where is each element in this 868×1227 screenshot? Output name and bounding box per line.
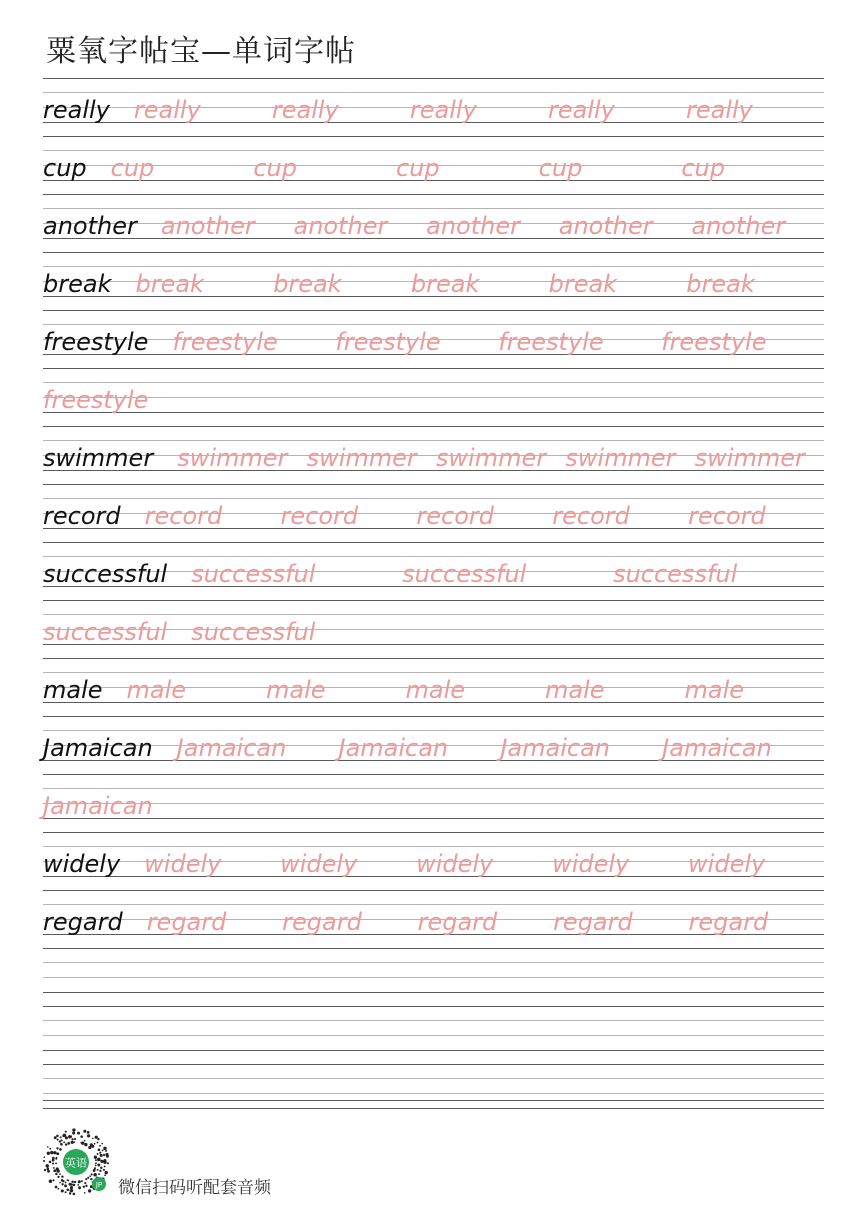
page-title: 粟氧字帖宝—单词字帖 (46, 34, 356, 69)
trace-word: really (685, 96, 753, 124)
word-row (43, 832, 824, 890)
writing-band (43, 1006, 824, 1064)
word-row (43, 136, 824, 194)
trace-word: cup (681, 154, 725, 182)
trace-word: another (160, 212, 255, 240)
practice-sheet (43, 0, 824, 1227)
trace-word: Jamaican (662, 734, 772, 762)
trace-word: widely (280, 850, 358, 878)
main-word: cup (43, 154, 87, 182)
trace-word: really (271, 96, 339, 124)
trace-word: freestyle (661, 328, 767, 356)
trace-word: freestyle (498, 328, 604, 356)
guide-line (43, 1006, 824, 1007)
word-row-continued (43, 600, 824, 658)
trace-word: swimmer (694, 444, 805, 472)
trace-word: really (133, 96, 201, 124)
word-row (43, 78, 824, 136)
qr-corner-label: JP (95, 1181, 103, 1189)
trace-word: swimmer (565, 444, 676, 472)
trace-word: regard (553, 908, 633, 936)
trace-word: Jamaican (338, 734, 449, 762)
guide-line (43, 948, 824, 949)
trace-word: really (409, 96, 477, 124)
main-word: break (43, 270, 112, 298)
trace-word: freestyle (335, 328, 441, 356)
trace-word: record (416, 502, 494, 530)
trace-word: break (135, 270, 204, 298)
guide-line (43, 992, 824, 993)
trace-word: male (684, 676, 745, 704)
trace-word: successful (43, 618, 168, 646)
trace-word: another (558, 212, 653, 240)
trace-word: swimmer (306, 444, 417, 472)
trace-word: really (547, 96, 615, 124)
guide-line (43, 1020, 824, 1021)
closing-line (43, 1100, 824, 1101)
guide-line (43, 977, 824, 978)
trace-word: widely (144, 850, 222, 878)
word-row (43, 194, 824, 252)
main-word: widely (43, 850, 121, 878)
trace-word: another (426, 212, 520, 240)
main-word: successful (43, 560, 168, 588)
word-row (43, 890, 824, 948)
trace-word: record (552, 502, 630, 530)
guide-line (43, 1050, 824, 1051)
trace-word: successful (402, 560, 527, 588)
main-word: swimmer (43, 444, 154, 472)
trace-word: widely (552, 850, 630, 878)
guide-line (43, 1093, 824, 1094)
guide-line (43, 1078, 824, 1079)
guide-line (43, 962, 824, 963)
trace-word: regard (146, 908, 227, 936)
word-row (43, 658, 824, 716)
word-row (43, 716, 824, 774)
trace-word: Jamaican (176, 734, 287, 762)
main-word: freestyle (43, 328, 149, 356)
trace-word: record (280, 502, 359, 530)
word-row (43, 484, 824, 542)
trace-word: male (545, 676, 605, 704)
trace-word: successful (191, 618, 316, 646)
guide-line (43, 1035, 824, 1036)
guide-line (43, 1064, 824, 1065)
trace-word: swimmer (435, 444, 547, 472)
trace-word: break (686, 270, 755, 298)
trace-word: break (273, 270, 342, 298)
trace-word: record (144, 502, 223, 530)
trace-word: another (691, 212, 786, 240)
word-row (43, 426, 824, 484)
trace-word: regard (417, 908, 498, 936)
qr-code-icon[interactable] (40, 1127, 112, 1199)
trace-word: swimmer (177, 444, 288, 472)
trace-word: cup (253, 154, 297, 182)
trace-word: successful (613, 560, 738, 588)
trace-word: Jamaican (43, 792, 153, 820)
trace-word: male (405, 676, 466, 704)
trace-word: male (126, 676, 187, 704)
word-row (43, 252, 824, 310)
main-word: male (43, 676, 103, 704)
main-word: regard (43, 908, 123, 936)
word-row (43, 310, 824, 368)
trace-word: break (410, 270, 480, 298)
writing-band (43, 948, 824, 1006)
word-row (43, 542, 824, 600)
trace-word: widely (688, 850, 766, 878)
footer (40, 1127, 440, 1199)
trace-word: successful (191, 560, 316, 588)
word-row-continued (43, 368, 824, 426)
trace-word: break (548, 270, 618, 298)
guide-line (43, 1108, 824, 1109)
trace-word: widely (416, 850, 494, 878)
main-word: Jamaican (43, 734, 153, 762)
qr-badge-label: 英语 (65, 1156, 87, 1170)
main-word: record (43, 502, 121, 530)
trace-word: another (293, 212, 388, 240)
trace-word: regard (688, 908, 769, 936)
trace-word: regard (282, 908, 362, 936)
trace-word: freestyle (172, 328, 278, 356)
trace-word: male (266, 676, 326, 704)
word-row-continued (43, 774, 824, 832)
trace-word: freestyle (43, 386, 149, 414)
main-word: really (43, 96, 110, 124)
trace-word: cup (395, 154, 440, 182)
trace-word: cup (110, 154, 155, 182)
trace-word: record (688, 502, 766, 530)
writing-band (43, 1064, 824, 1122)
trace-word: cup (538, 154, 583, 182)
trace-word: Jamaican (500, 734, 610, 762)
main-word: another (43, 212, 137, 240)
scan-instruction: 微信扫码听配套音频 (118, 1178, 271, 1198)
